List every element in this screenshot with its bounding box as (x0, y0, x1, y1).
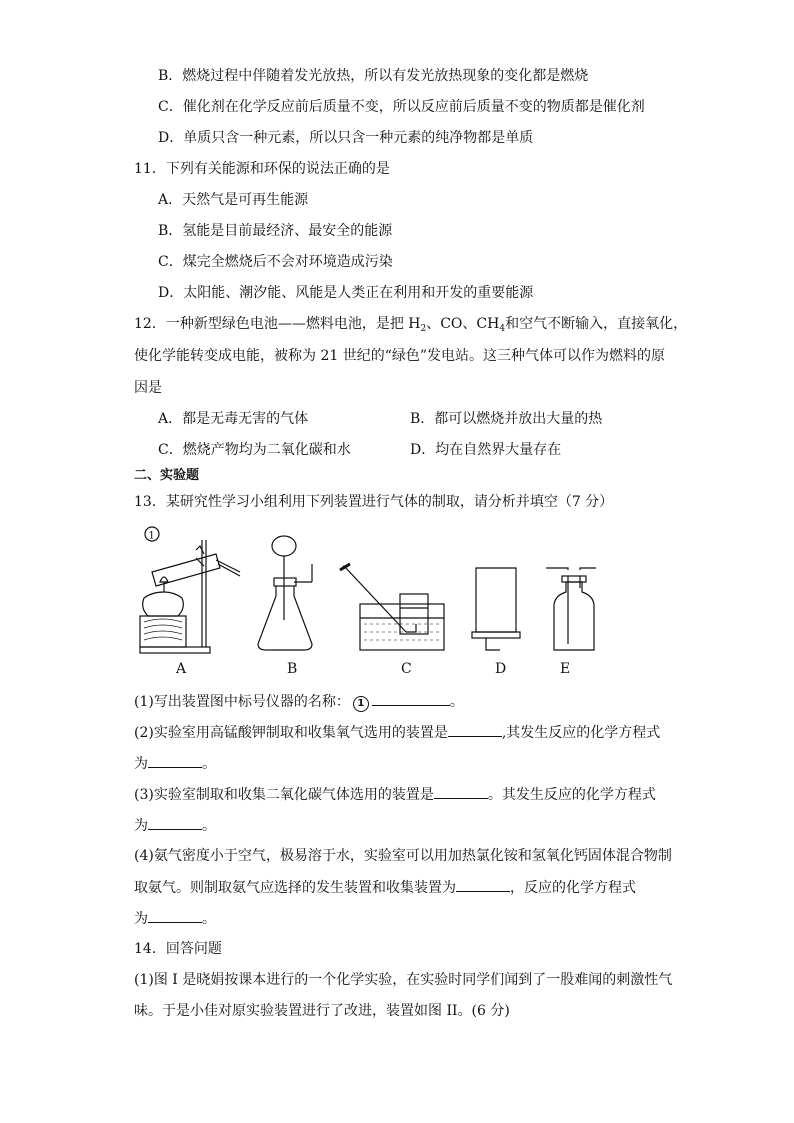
apparatus-c (340, 564, 444, 650)
apparatus-label-d: D (495, 661, 507, 677)
q13-part3-text-c: 为 (134, 818, 148, 834)
q13-part2-blank1[interactable] (448, 722, 502, 737)
q13-part2-blank2[interactable] (148, 753, 202, 768)
q12-option-d: D．均在自然界大量存在 (410, 442, 562, 458)
q13-part2-text: (2)实验室用高锰酸钾制取和收集氧气选用的装置是 (134, 725, 448, 741)
q10-option-b: B．燃烧过程中伴随着发光放热，所以有发光放热现象的变化都是燃烧 (158, 68, 589, 84)
apparatus-label-e: E (560, 661, 571, 677)
q12-stem-line2: 使化学能转变成电能，被称为 21 世纪的“绿色”发电站。这三种气体可以作为燃料的原 (134, 348, 666, 364)
q13-part3-blank1[interactable] (434, 784, 488, 799)
q14-part1-line2: 味。于是小佳对原实验装置进行了改进，装置如图 II。(6 分) (134, 1003, 510, 1019)
q11-option-d: D．太阳能、潮汐能、风能是人类正在利用和开发的重要能源 (158, 285, 534, 301)
q13-part1-blank[interactable] (372, 691, 450, 706)
q13-part4-text-d: 为 (134, 911, 148, 927)
q13-part1-number: 1 (353, 696, 369, 712)
apparatus-d (472, 568, 520, 650)
q13-part3-text: (3)实验室制取和收集二氧化碳气体选用的装置是 (134, 787, 434, 803)
q13-part2-line1 (134, 722, 660, 743)
q13-part3-text-b: 。其发生反应的化学方程式 (487, 787, 656, 803)
q12-stem-part1: 12．一种新型绿色电池——燃料电池，是把 H (134, 316, 421, 332)
apparatus-label-b: B (287, 661, 298, 677)
q13-part4-blank1[interactable] (456, 877, 510, 892)
q11-option-b: B．氢能是目前最经济、最安全的能源 (158, 223, 393, 239)
q13-part4-line2 (134, 877, 636, 898)
q13-part4-end: 。 (202, 911, 216, 927)
q13-part2-line2 (134, 753, 216, 774)
q13-part4-text-b: 取氨气。则制取氨气应选择的发生装置和收集装置为 (134, 880, 456, 896)
q14-part1-line1: (1)图 I 是晓娟按课本进行的一个化学实验，在实验时同学们闻到了一股难闻的刺激性气 (134, 972, 673, 988)
q12-option-c: C．燃烧产物均为二氧化碳和水 (158, 442, 351, 458)
section-heading: 二、实验题 (134, 468, 200, 483)
q10-option-d: D．单质只含一种元素，所以只含一种元素的纯净物都是单质 (158, 130, 534, 146)
q12-option-a: A．都是无毒无害的气体 (158, 411, 309, 427)
q13-part3-line1 (134, 784, 656, 805)
apparatus-b (258, 536, 312, 650)
q11-stem: 11．下列有关能源和环保的说法正确的是 (134, 161, 390, 177)
q13-part4-line3 (134, 908, 216, 929)
q13-part1-text: (1)写出装置图中标号仪器的名称： (134, 694, 350, 710)
q13-part3-line2 (134, 815, 216, 836)
q11-option-a: A．天然气是可再生能源 (158, 192, 309, 208)
q12-stem-part2: 、CO、CH (426, 316, 500, 332)
q13-part2-end: 。 (202, 756, 216, 772)
apparatus-label-a: A (176, 661, 187, 677)
apparatus-a (140, 540, 240, 653)
apparatus-figure (134, 520, 614, 660)
q12-stem-part3: 和空气不断输入，直接氧化， (505, 316, 688, 332)
q13-part4-line1: (4)氨气密度小于空气，极易溶于水，实验室可以用加热氯化铵和氢氧化钙固体混合物制 (134, 848, 672, 864)
q12-stem-line3: 因是 (134, 380, 162, 396)
q13-part2-text-c: 为 (134, 756, 148, 772)
apparatus-label-c: C (401, 661, 412, 677)
q13-part2-text-b: ,其发生反应的化学方程式 (501, 725, 661, 741)
q12-stem-line1 (134, 314, 687, 339)
q13-stem: 13．某研究性学习小组利用下列装置进行气体的制取，请分析并填空（7 分） (134, 494, 614, 510)
q13-part3-end: 。 (202, 818, 216, 834)
q14-stem: 14．回答问题 (134, 941, 222, 957)
q13-part4-blank2[interactable] (148, 908, 202, 923)
q13-part1-end: 。 (449, 694, 464, 710)
q12-option-b: B．都可以燃烧并放出大量的热 (410, 411, 603, 427)
q13-part4-text-c: ，反应的化学方程式 (510, 880, 636, 896)
q13-part3-blank2[interactable] (148, 815, 202, 830)
q12-sub-2: 2 (420, 324, 427, 334)
q13-part1 (134, 691, 464, 712)
q12-sub-4: 4 (499, 324, 506, 334)
apparatus-marker-number: 1 (148, 530, 155, 542)
q10-option-c: C．催化剂在化学反应前后质量不变，所以反应前后质量不变的物质都是催化剂 (158, 99, 645, 115)
apparatus-e (546, 568, 596, 650)
q11-option-c: C．煤完全燃烧后不会对环境造成污染 (158, 254, 393, 270)
